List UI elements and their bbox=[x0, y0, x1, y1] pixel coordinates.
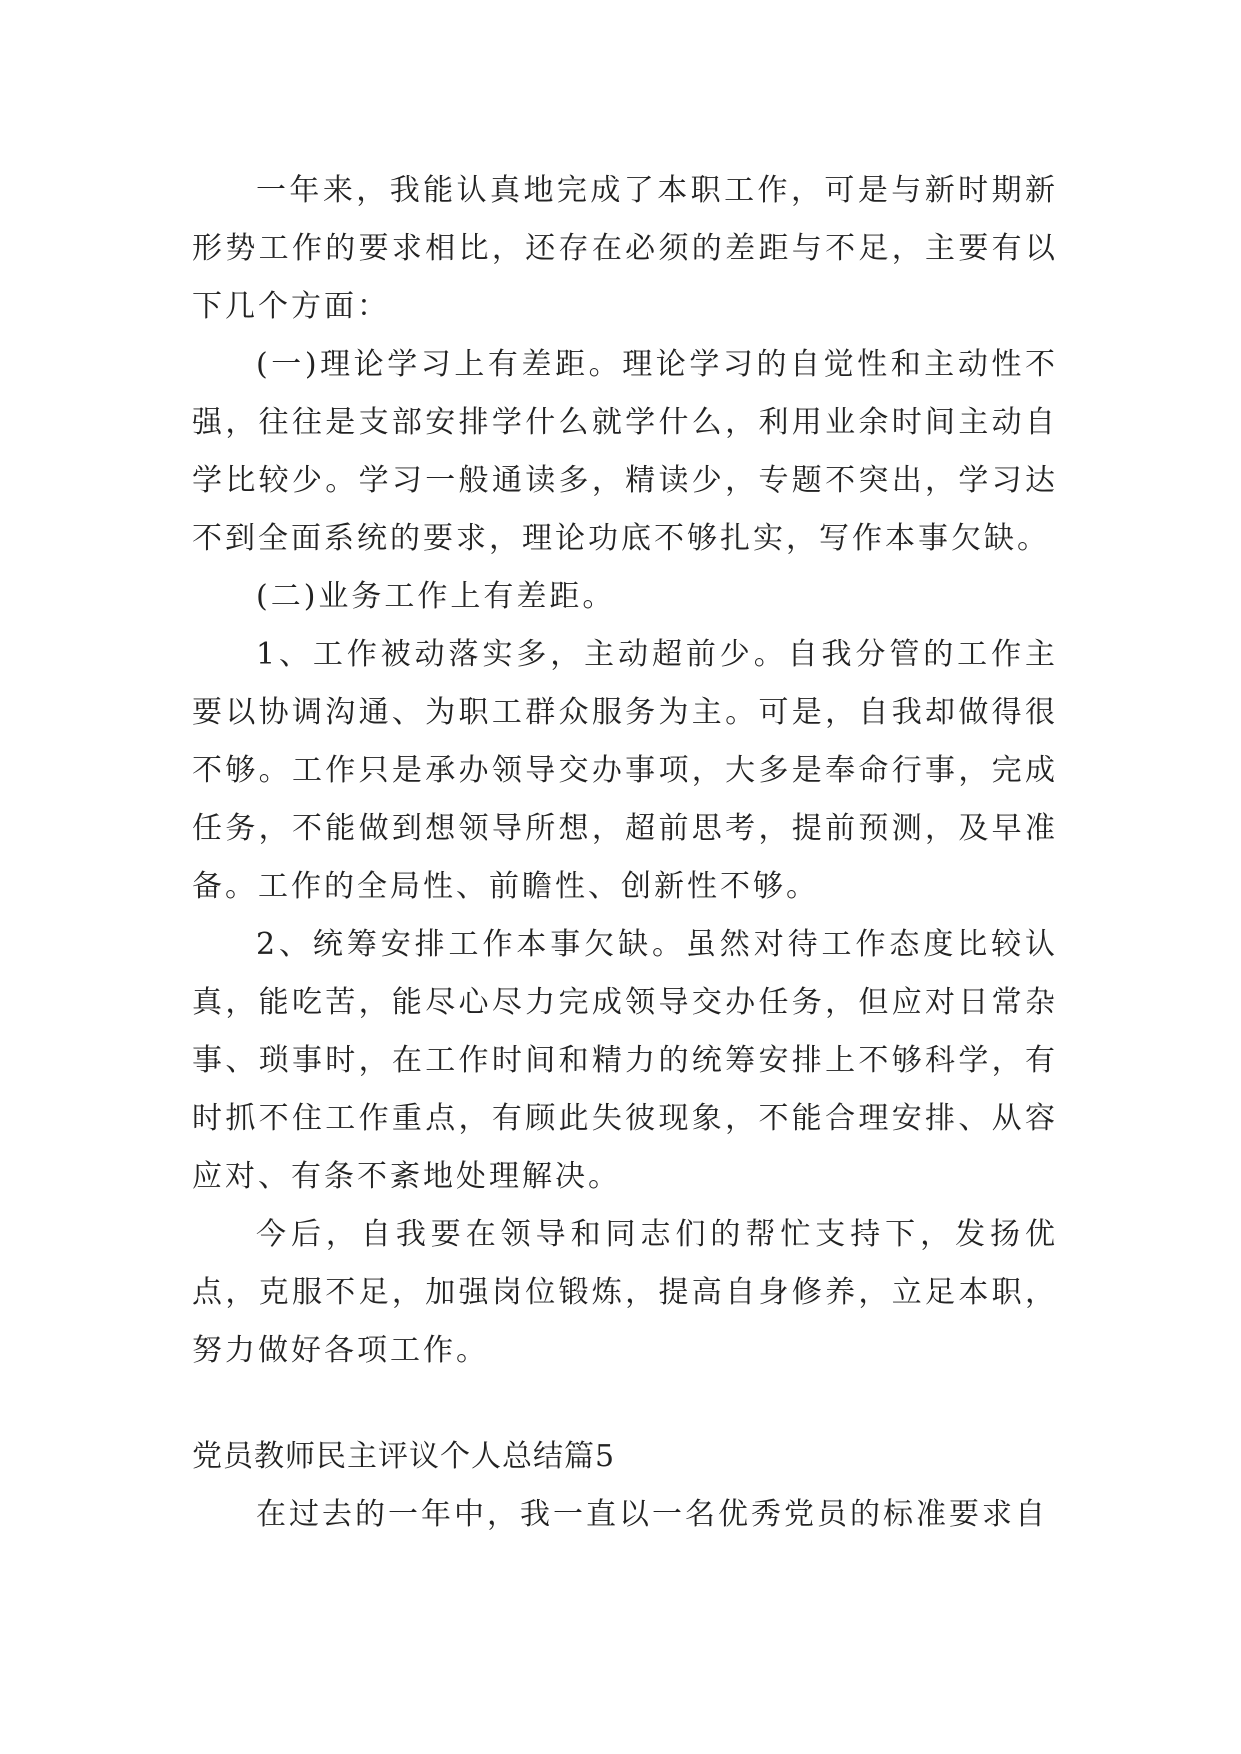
section-heading: 党员教师民主评议个人总结篇5 bbox=[192, 1439, 616, 1474]
document-body bbox=[192, 162, 1058, 1544]
paragraph-future: 今后，自我要在领导和同志们的帮忙支持下，发扬优点，克服不足，加强岗位锻炼，提高自身修养，立足本职，努力做好各项工作。 bbox=[192, 1217, 1058, 1368]
paragraph-section5-start: 在过去的一年中，我一直以一名优秀党员的标准要求自 bbox=[256, 1497, 1048, 1532]
section-gap bbox=[192, 1380, 1058, 1428]
paragraph-theory-gap: (一)理论学习上有差距。理论学习的自觉性和主动性不强，往往是支部安排学什么就学什么，利用业余时间主动自学比较少。学习一般通读多，精读少，专题不突出，学习达不到全面系统的要求，理论功底不够扎实，写作本事欠缺。 bbox=[192, 347, 1058, 556]
paragraph-point-1: 1、工作被动落实多，主动超前少。自我分管的工作主要以协调沟通、为职工群众服务为主。可是，自我却做得很不够。工作只是承办领导交办事项，大多是奉命行事，完成任务，不能做到想领导所想，超前思考，提前预测，及早准备。工作的全局性、前瞻性、创新性不够。 bbox=[192, 637, 1058, 904]
paragraph-point-2: 2、统筹安排工作本事欠缺。虽然对待工作态度比较认真，能吃苦，能尽心尽力完成领导交办任务，但应对日常杂事、琐事时，在工作时间和精力的统筹安排上不够科学，有时抓不住工作重点，有顾此失彼现象，不能合理安排、从容应对、有条不紊地处理解决。 bbox=[192, 927, 1058, 1194]
paragraph-business-gap: (二)业务工作上有差距。 bbox=[256, 579, 616, 614]
paragraph-intro: 一年来，我能认真地完成了本职工作，可是与新时期新形势工作的要求相比，还存在必须的差距与不足，主要有以下几个方面： bbox=[192, 173, 1058, 324]
